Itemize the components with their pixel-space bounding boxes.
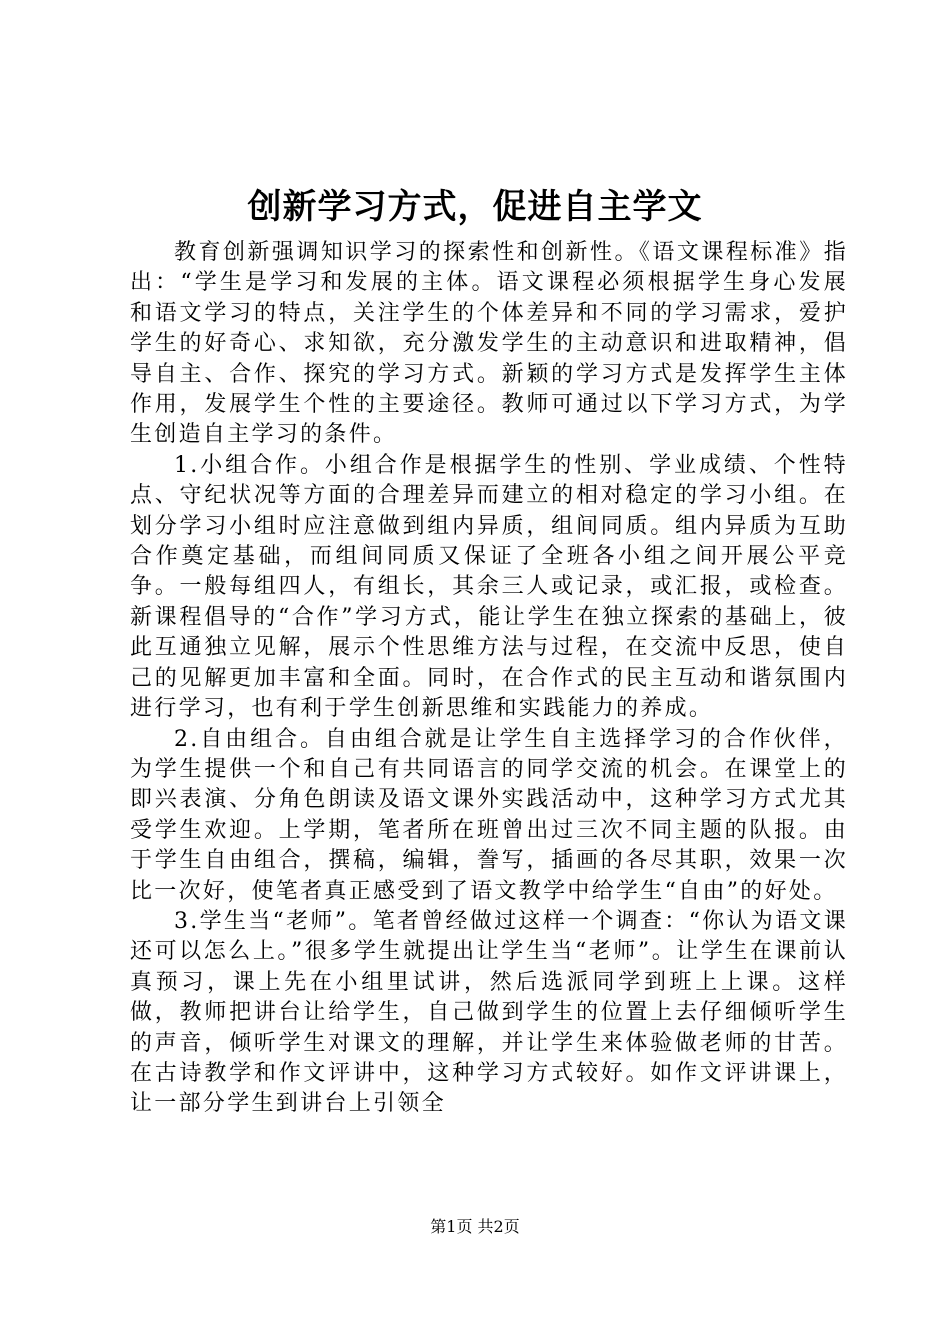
paragraph-group-cooperation: 1.小组合作。小组合作是根据学生的性别、学业成绩、个性特点、守纪状况等方面的合理差异而建立的相对稳定的学习小组。在划分学习小组时应注意做到组内异质，组间同质。组内异质为互助合作奠定基础，而组间同质又保证了全班各小组之间开展公平竞争。一般每组四人，有组长，其余三人或记录，或汇报，或检查。新课程倡导的“合作”学习方式，能让学生在独立探索的基础上，彼此互通独立见解，展示个性思维方法与过程，在交流中反思，使自己的见解更加丰富和全面。同时，在合作式的民主互动和谐氛围内进行学习，也有利于学生创新思维和实践能力的养成。: [130, 452, 848, 722]
paragraph-student-teacher: 3.学生当“老师”。笔者曾经做过这样一个调查：“你认为语文课还可以怎么上。”很多学生就提出让学生当“老师”。让学生在课前认真预习，课上先在小组里试讲，然后选派同学到班上上课。这样做，教师把讲台让给学生，自己做到学生的位置上去仔细倾听学生的声音，倾听学生对课文的理解，并让学生来体验做老师的甘苦。在古诗教学和作文评讲中，这种学习方式较好。如作文评讲课上，让一部分学生到讲台上引领全: [130, 908, 848, 1117]
document-body: [130, 238, 848, 1120]
paragraph-intro: 教育创新强调知识学习的探索性和创新性。《语文课程标准》指出：“学生是学习和发展的主体。语文课程必须根据学生身心发展和语文学习的特点，关注学生的个体差异和不同的学习需求，爱护学生的好奇心、求知欲，充分激发学生的主动意识和进取精神，倡导自主、合作、探究的学习方式。新颖的学习方式是发挥学生主体作用，发展学生个性的主要途径。教师可通过以下学习方式，为学生创造自主学习的条件。: [130, 240, 848, 448]
page-number-footer: 第1页 共2页: [430, 1217, 520, 1236]
document-title: 创新学习方式，促进自主学文: [247, 187, 703, 227]
paragraph-free-grouping: 2.自由组合。自由组合就是让学生自主选择学习的合作伙伴，为学生提供一个和自己有共同语言的同学交流的机会。在课堂上的即兴表演、分角色朗读及语文课外实践活动中，这种学习方式尤其受学生欢迎。上学期，笔者所在班曾出过三次不同主题的队报。由于学生自由组合，撰稿，编辑，誊写，插画的各尽其职，效果一次比一次好，使笔者真正感受到了语文教学中给学生“自由”的好处。: [130, 726, 848, 904]
